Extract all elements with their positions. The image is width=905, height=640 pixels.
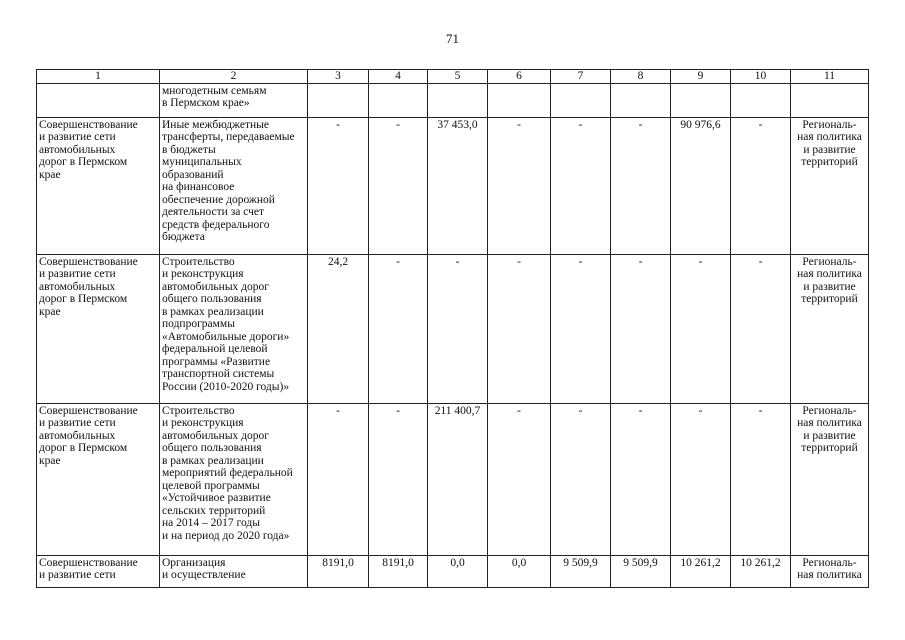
column-header: 6 [488, 70, 551, 84]
value-cell: - [551, 117, 611, 254]
column-header: 3 [308, 70, 369, 84]
column-header: 7 [551, 70, 611, 84]
value-cell: 0,0 [428, 555, 488, 587]
value-cell: - [611, 254, 671, 403]
responsible-cell [791, 403, 869, 555]
activity-text: Иные межбюджетные трансферты, передаваемые в бюджеты муниципальных образований на финансовое обеспечение дорожной деятельности за счет средств федерального бюджета [162, 118, 295, 243]
column-header: 8 [611, 70, 671, 84]
page-number: 71 [446, 31, 459, 46]
responsible-text: Региональ- ная политика и развитие территорий [797, 118, 862, 168]
value-cell [308, 83, 369, 117]
direction-cell [37, 83, 160, 117]
continuation-row [37, 83, 869, 117]
value-cell: - [731, 254, 791, 403]
direction-text: Совершенствование и развитие сети [39, 556, 138, 581]
value-cell: - [731, 117, 791, 254]
activity-cell [160, 403, 308, 555]
value-cell: - [611, 117, 671, 254]
value-cell [731, 83, 791, 117]
value-cell: - [488, 117, 551, 254]
budget-table [36, 69, 869, 588]
value-cell: - [611, 403, 671, 555]
value-cell: 211 400,7 [428, 403, 488, 555]
table-row [37, 403, 869, 555]
value-cell: 0,0 [488, 555, 551, 587]
value-cell: - [308, 117, 369, 254]
activity-cell [160, 555, 308, 587]
column-header: 1 [37, 70, 160, 84]
table-row [37, 555, 869, 587]
direction-text: Совершенствование и развитие сети автомобильных дорог в Пермском крае [39, 404, 138, 467]
activity-text: многодетным семьям в Пермском крае» [162, 84, 267, 109]
table-row [37, 254, 869, 403]
direction-text: Совершенствование и развитие сети автомобильных дорог в Пермском крае [39, 255, 138, 318]
value-cell: - [671, 254, 731, 403]
direction-cell [37, 117, 160, 254]
column-header: 9 [671, 70, 731, 84]
column-header: 5 [428, 70, 488, 84]
value-cell [671, 83, 731, 117]
responsible-text: Региональ- ная политика и развитие территорий [797, 404, 862, 454]
value-cell: - [488, 254, 551, 403]
responsible-cell [791, 555, 869, 587]
direction-cell [37, 254, 160, 403]
value-cell: - [369, 117, 428, 254]
value-cell: 24,2 [308, 254, 369, 403]
value-cell: - [488, 403, 551, 555]
value-cell [428, 83, 488, 117]
responsible-text: Региональ- ная политика [797, 556, 862, 581]
value-cell: 37 453,0 [428, 117, 488, 254]
column-header: 4 [369, 70, 428, 84]
direction-cell [37, 555, 160, 587]
activity-cell [160, 117, 308, 254]
activity-text: Строительство и реконструкция автомобильных дорог общего пользования в рамках реализации мероприятий федеральной целевой программы «Устойчивое развитие сельских территорий на 2014 – 2017 годы и на период до 2020 года» [162, 404, 293, 542]
value-cell: - [671, 403, 731, 555]
responsible-cell [791, 117, 869, 254]
activity-text: Строительство и реконструкция автомобильных дорог общего пользования в рамках реализации подпрограммы «Автомобильные дороги» федеральной целевой программы «Развитие транспортной системы России (2010-2020 годы)» [162, 255, 290, 393]
value-cell [369, 83, 428, 117]
activity-cell [160, 254, 308, 403]
value-cell: - [369, 403, 428, 555]
value-cell: 9 509,9 [551, 555, 611, 587]
value-cell: - [369, 254, 428, 403]
responsible-cell [791, 254, 869, 403]
responsible-cell [791, 83, 869, 117]
value-cell: - [551, 254, 611, 403]
value-cell: 10 261,2 [671, 555, 731, 587]
value-cell [488, 83, 551, 117]
activity-text: Организация и осуществление [162, 556, 246, 581]
column-header: 2 [160, 70, 308, 84]
value-cell: - [308, 403, 369, 555]
table-row [37, 117, 869, 254]
table-header-row [37, 70, 869, 84]
column-header: 11 [791, 70, 869, 84]
activity-cell [160, 83, 308, 117]
value-cell: 8191,0 [308, 555, 369, 587]
value-cell: 90 976,6 [671, 117, 731, 254]
direction-text: Совершенствование и развитие сети автомобильных дорог в Пермском крае [39, 118, 138, 181]
value-cell: 8191,0 [369, 555, 428, 587]
value-cell [551, 83, 611, 117]
value-cell: - [731, 403, 791, 555]
value-cell: - [551, 403, 611, 555]
column-header: 10 [731, 70, 791, 84]
responsible-text: Региональ- ная политика и развитие территорий [797, 255, 862, 305]
direction-cell [37, 403, 160, 555]
value-cell: 10 261,2 [731, 555, 791, 587]
value-cell: - [428, 254, 488, 403]
value-cell [611, 83, 671, 117]
value-cell: 9 509,9 [611, 555, 671, 587]
